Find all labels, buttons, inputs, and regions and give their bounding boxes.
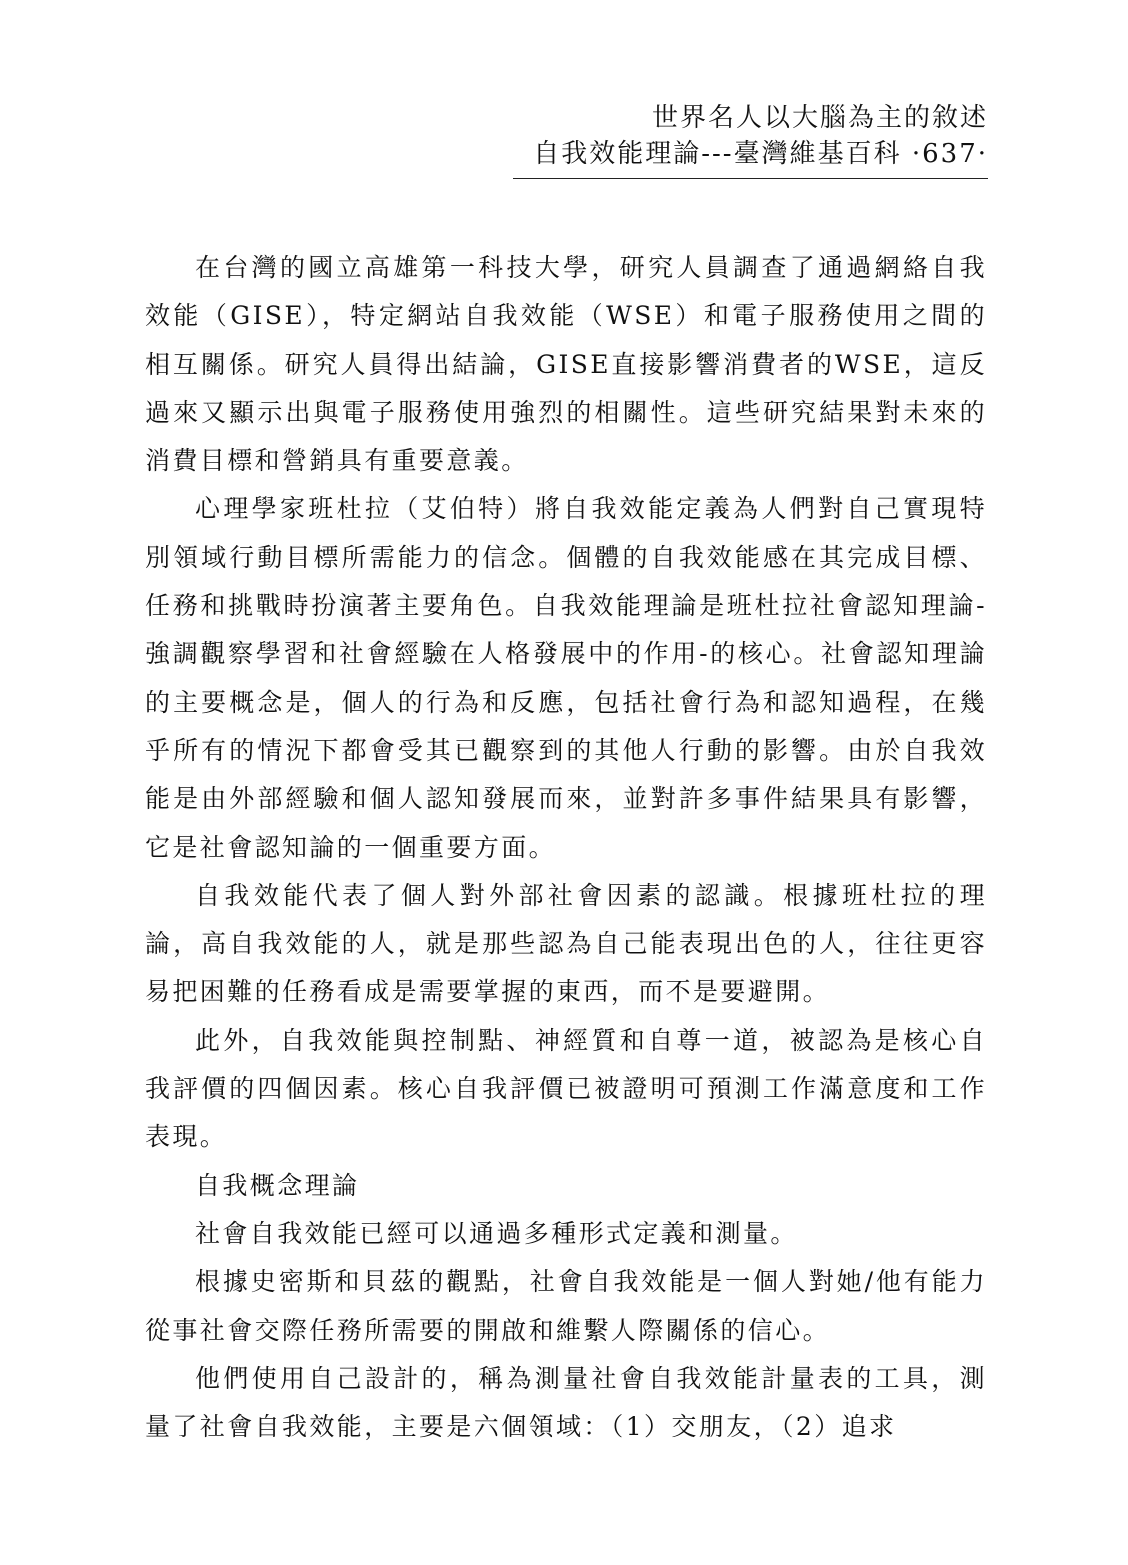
paragraph-external-factors: 自我效能代表了個人對外部社會因素的認識。根據班杜拉的理論，高自我效能的人，就是那些認為自己能表現出色的人，往往更容易把困難的任務看成是需要掌握的東西，而不是要避開。 xyxy=(145,880,987,1007)
paragraph-six-domains: 他們使用自己設計的，稱為測量社會自我效能計量表的工具，測量了社會自我效能，主要是六個領域：（1）交朋友，（2）追求 xyxy=(145,1363,987,1442)
paragraph-smith-betz-view: 根據史密斯和貝茲的觀點，社會自我效能是一個人對她/他有能力從事社會交際任務所需要的開啟和維繫人際關係的信心。 xyxy=(145,1267,987,1345)
paragraph-bandura-definition: 心理學家班杜拉（艾伯特）將自我效能定義為人們對自己實現特別領域行動目標所需能力的信念。個體的自我效能感在其完成目標、任務和挑戰時扮演著主要角色。自我效能理論是班杜拉社會認知理論-強調觀察學習和社會經驗在人格發展中的作用-的核心。社會認知理論的主要概念是，個人的行為和反應，包括社會行為和認知過程，在幾乎所有的情況下都會受其已觀察到的其他人行動的影響。由於自我效能是由外部經驗和個人認知發展而來，並對許多事件結果具有影響，它是社會認知論的一個重要方面。 xyxy=(145,494,987,862)
paragraph-core-self-evaluation: 此外，自我效能與控制點、神經質和自尊一道，被認為是核心自我評價的四個因素。核心自我評價已被證明可預測工作滿意度和工作表現。 xyxy=(145,1025,987,1152)
body-text xyxy=(145,244,987,1451)
paragraph-social-self-efficacy-measurement: 社會自我效能已經可以通過多種形式定義和測量。 xyxy=(195,1218,798,1248)
paragraph-gise-study: 在台灣的國立高雄第一科技大學，研究人員調查了通過網絡自我效能（GISE），特定網站自我效能（WSE）和電子服務使用之間的相互關係。研究人員得出結論，GISE直接影響消費者的WSE，這反過來又顯示出與電子服務使用強烈的相關性。這些研究結果對未來的消費目標和營銷具有重要意義。 xyxy=(145,253,987,476)
section-heading-self-concept-theory: 自我概念理論 xyxy=(195,1170,360,1200)
running-header xyxy=(513,100,988,172)
header-title-line-2: 自我效能理論---臺灣維基百科 ·637· xyxy=(533,139,988,169)
header-title-line-1: 世界名人以大腦為主的敘述 xyxy=(651,103,988,133)
header-underline xyxy=(513,178,988,179)
